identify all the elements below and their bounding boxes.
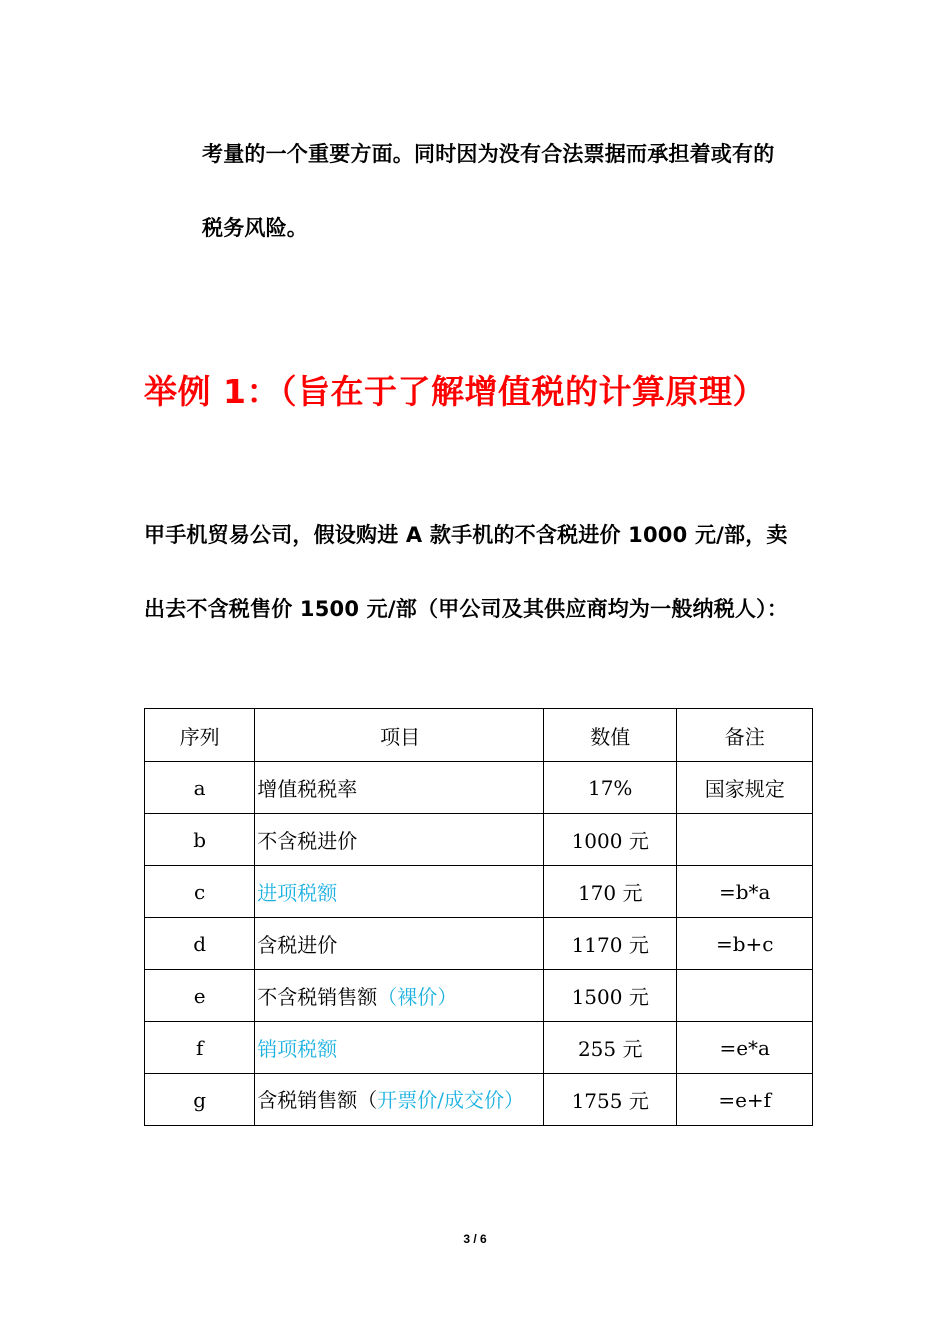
item-highlight: 进项税额 bbox=[257, 881, 338, 905]
item-text: 不含税销售额 bbox=[257, 985, 378, 1009]
cell-note: =e*a bbox=[677, 1022, 813, 1074]
cell-value: 170 元 bbox=[543, 866, 676, 918]
header-item: 项目 bbox=[255, 709, 544, 762]
table-row bbox=[145, 918, 813, 970]
item-text: 不含税进价 bbox=[257, 829, 358, 853]
table-row bbox=[145, 866, 813, 918]
cell-item bbox=[255, 1074, 544, 1126]
cell-seq: b bbox=[145, 814, 255, 866]
header-seq: 序列 bbox=[145, 709, 255, 762]
cell-seq: e bbox=[145, 970, 255, 1022]
cell-note bbox=[677, 814, 813, 866]
cell-item bbox=[255, 814, 544, 866]
cell-seq: c bbox=[145, 866, 255, 918]
item-text: 增值税税率 bbox=[257, 777, 358, 801]
cell-value: 1755 元 bbox=[543, 1074, 676, 1126]
cell-item bbox=[255, 866, 544, 918]
cell-item bbox=[255, 970, 544, 1022]
table-row bbox=[145, 814, 813, 866]
item-highlight: （裸价） bbox=[377, 985, 458, 1009]
table-row bbox=[145, 1074, 813, 1126]
cell-note: =b*a bbox=[677, 866, 813, 918]
table-row bbox=[145, 1022, 813, 1074]
cell-seq: f bbox=[145, 1022, 255, 1074]
cell-item bbox=[255, 918, 544, 970]
cell-note: 国家规定 bbox=[677, 762, 813, 814]
item-text: 含税进价 bbox=[257, 933, 338, 957]
cell-value: 17% bbox=[543, 762, 676, 814]
item-wrap bbox=[257, 1076, 527, 1124]
cell-seq: d bbox=[145, 918, 255, 970]
paragraph-line-1: 考量的一个重要方面。同时因为没有合法票据而承担着或有的 bbox=[202, 142, 775, 166]
cell-value: 1500 元 bbox=[543, 970, 676, 1022]
cell-value: 255 元 bbox=[543, 1022, 676, 1074]
paragraph-line-2: 税务风险。 bbox=[202, 216, 308, 240]
item-highlight: 开票价/成交价） bbox=[377, 1087, 525, 1112]
cell-item bbox=[255, 1022, 544, 1074]
header-value: 数值 bbox=[543, 709, 676, 762]
table-header-row bbox=[145, 709, 813, 762]
cell-seq: a bbox=[145, 762, 255, 814]
item-highlight: 销项税额 bbox=[257, 1037, 338, 1061]
header-note: 备注 bbox=[677, 709, 813, 762]
page-number: 3 / 6 bbox=[463, 1232, 487, 1246]
table-row bbox=[145, 970, 813, 1022]
cell-note: =e+f bbox=[677, 1074, 813, 1126]
cell-note: =b+c bbox=[677, 918, 813, 970]
cell-note bbox=[677, 970, 813, 1022]
intro-line-1: 甲手机贸易公司，假设购进 A 款手机的不含税进价 1000 元/部，卖 bbox=[144, 523, 788, 547]
example-heading: 举例 1：（旨在于了解增值税的计算原理） bbox=[144, 372, 766, 411]
intro-line-2: 出去不含税售价 1500 元/部（甲公司及其供应商均为一般纳税人）： bbox=[144, 597, 789, 621]
vat-calculation-table bbox=[144, 708, 813, 1126]
table-row bbox=[145, 762, 813, 814]
cell-value: 1000 元 bbox=[543, 814, 676, 866]
item-text: 含税销售额（ bbox=[257, 1087, 378, 1112]
cell-seq: g bbox=[145, 1074, 255, 1126]
cell-item bbox=[255, 762, 544, 814]
cell-value: 1170 元 bbox=[543, 918, 676, 970]
